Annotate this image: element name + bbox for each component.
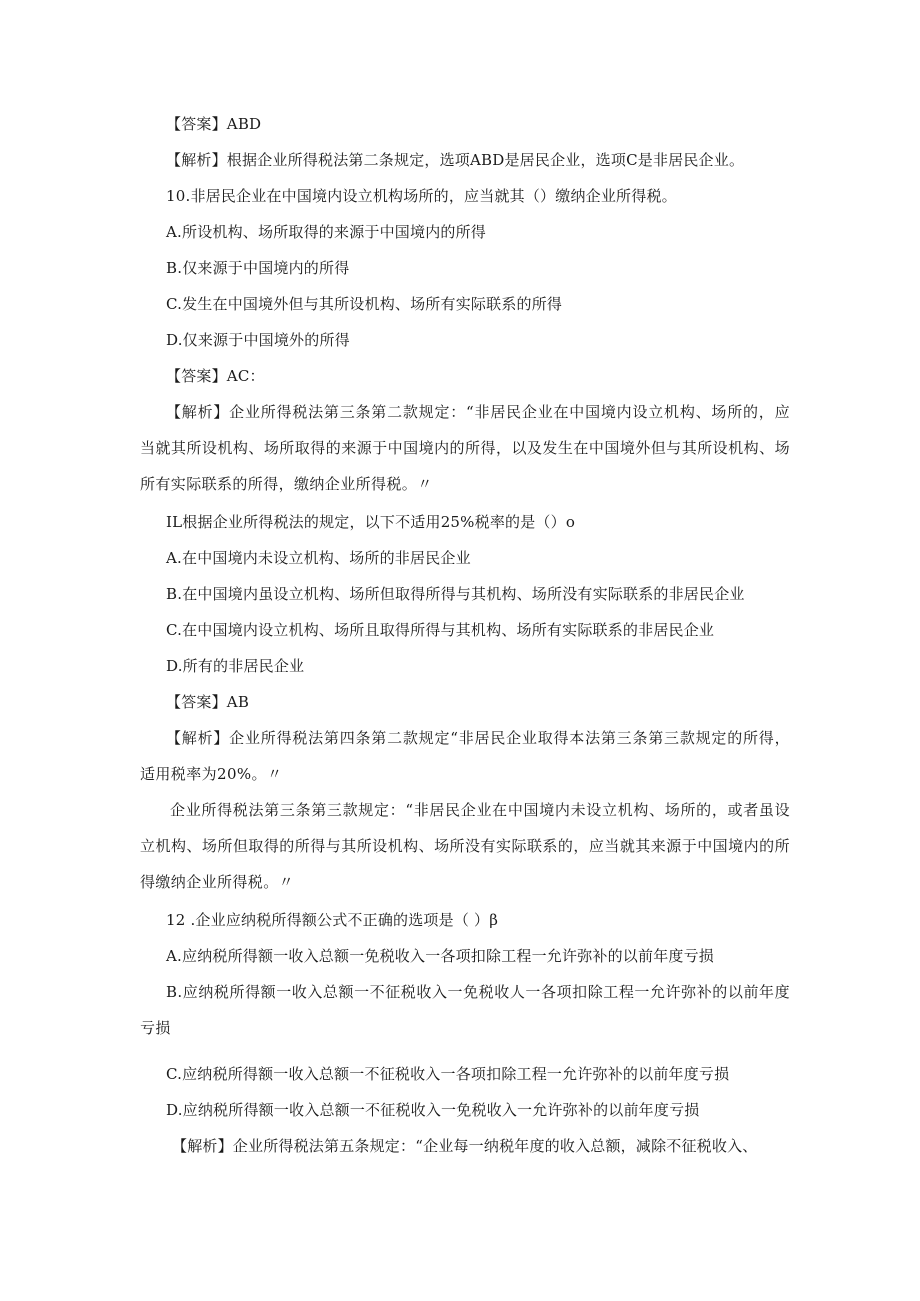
analysis-q12: 【解析】企业所得税法第五条规定：“企业每一纳税年度的收入总额，减除不征税收入、 xyxy=(172,1137,758,1155)
analysis-q9: 【解析】根据企业所得税法第二条规定，选项ABD是居民企业，选项C是非居民企业。 xyxy=(166,151,745,169)
option-q12-a: A.应纳税所得额一收入总额一免税收入一各项扣除工程一允许弥补的以前年度亏损 xyxy=(166,947,715,965)
question-12: 12 .企业应纳税所得额公式不正确的选项是（ ）β xyxy=(166,911,499,929)
option-q10-a: A.所设机构、场所取得的来源于中国境内的所得 xyxy=(166,223,487,241)
option-q12-d: D.应纳税所得额一收入总额一不征税收入一免税收入一允许弥补的以前年度亏损 xyxy=(166,1101,700,1119)
analysis-q11: 【解析】企业所得税法第四条第二款规定“非居民企业取得本法第三条第三款规定的所得，适用税率为20%。〃 xyxy=(140,729,790,783)
option-q10-d: D.仅来源于中国境外的所得 xyxy=(166,331,350,349)
option-q11-c: C.在中国境内设立机构、场所且取得所得与其机构、场所有实际联系的非居民企业 xyxy=(166,621,715,639)
question-10: 10.非居民企业在中国境内设立机构场所的，应当就其（）缴纳企业所得税。 xyxy=(166,187,677,205)
analysis-q11-extra: 企业所得税法第三条第三款规定：“非居民企业在中国境内未设立机构、场所的，或者虽设立机构、场所但取得的所得与其所设机构、场所没有实际联系的，应当就其来源于中国境内的所得缴纳企业所得税。〃 xyxy=(140,801,790,891)
option-q11-a: A.在中国境内未设立机构、场所的非居民企业 xyxy=(166,549,471,567)
option-q12-c: C.应纳税所得额一收入总额一不征税收入一各项扣除工程一允许弥补的以前年度亏损 xyxy=(166,1065,730,1083)
option-q11-d: D.所有的非居民企业 xyxy=(166,657,305,675)
option-q10-b: B.仅来源于中国境内的所得 xyxy=(166,259,350,277)
option-q12-b: B.应纳税所得额一收入总额一不征税收入一免税收人一各项扣除工程一允许弥补的以前年度亏损 xyxy=(140,983,790,1037)
answer-q11: 【答案】AB xyxy=(166,693,250,711)
analysis-q10: 【解析】企业所得税法第三条第二款规定：“非居民企业在中国境内设立机构、场所的，应当就其所设机构、场所取得的来源于中国境内的所得，以及发生在中国境外但与其所设机构、场所有实际联系的所得，缴纳企业所得税。〃 xyxy=(140,403,790,493)
option-q11-b: B.在中国境内虽设立机构、场所但取得所得与其机构、场所没有实际联系的非居民企业 xyxy=(166,585,745,603)
option-q10-c: C.发生在中国境外但与其所设机构、场所有实际联系的所得 xyxy=(166,295,563,313)
answer-q10: 【答案】AC： xyxy=(166,367,265,385)
answer-q9: 【答案】ABD xyxy=(166,115,262,133)
question-11: IL根据企业所得税法的规定，以下不适用25%税率的是（）o xyxy=(166,513,576,531)
